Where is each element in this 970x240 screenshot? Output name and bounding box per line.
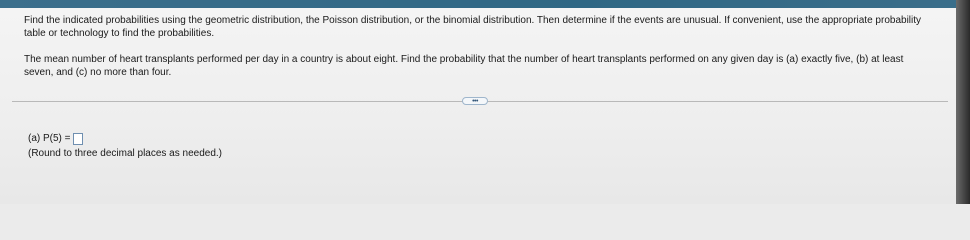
- part-a-answer-line: [28, 132, 83, 145]
- question-text: The mean number of heart transplants performed per day in a country is about eight. Find the probability that the number of heart transplants performed on any given day is (a) exactly five, (b) at least seven, and (c) no more than four.: [24, 54, 904, 78]
- rounding-hint: (Round to three decimal places as needed.): [28, 148, 223, 159]
- instructions-text: Find the indicated probabilities using the geometric distribution, the Poisson distribution, or the binomial distribution. Then determine if the events are unusual. If convenient, use the appropriate probability table or technology to find the probabilities.: [24, 15, 922, 39]
- part-a-label: (a) P(5) =: [28, 133, 71, 144]
- window-top-strip: [0, 0, 970, 8]
- window-right-edge: [956, 0, 970, 204]
- expand-more-button[interactable]: •••: [462, 97, 488, 105]
- part-a-answer-input[interactable]: [73, 133, 83, 145]
